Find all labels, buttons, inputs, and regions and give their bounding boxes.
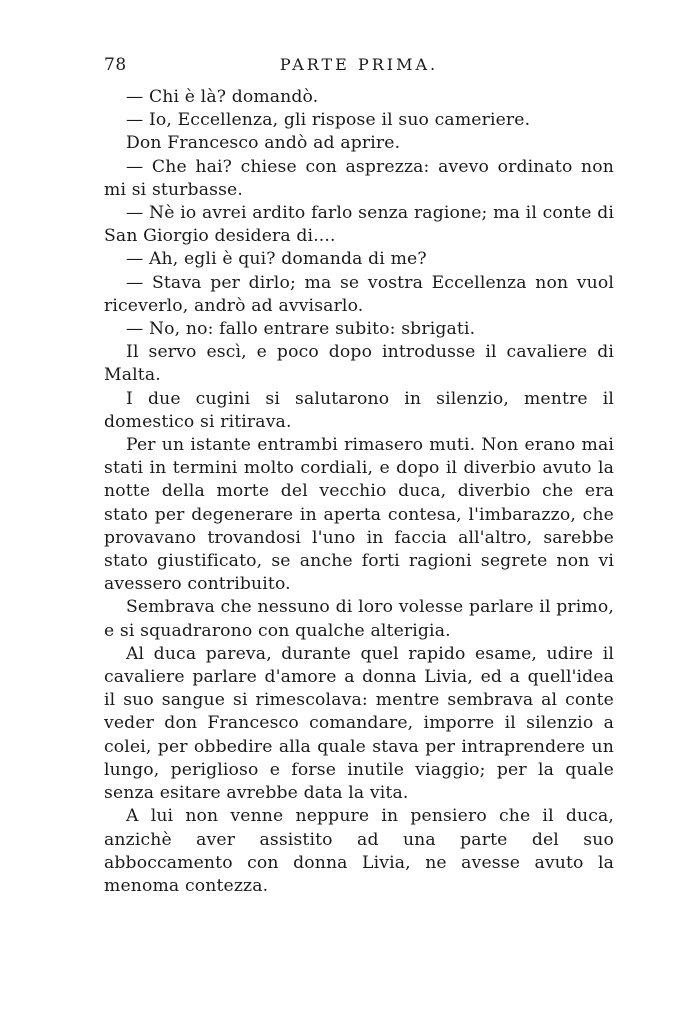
running-head: PARTE PRIMA. (279, 55, 439, 74)
paragraph: — Nè io avrei ardito farlo senza ragione; ma il conte di San Giorgio desidera di.... (104, 203, 614, 247)
paragraph: Il servo escì, e poco dopo introdusse il cavaliere di Malta. (104, 342, 614, 386)
paragraph: — Io, Eccellenza, gli rispose il suo cameriere. (126, 110, 531, 131)
paragraph: I due cugini si salutarono in silenzio, mentre il domestico si ritirava. (104, 388, 614, 432)
paragraph: Sembrava che nessuno di loro volesse parlare il primo, e si squadrarono con qualche alterigia. (104, 597, 614, 641)
paragraph: Don Francesco andò ad aprire. (126, 133, 401, 154)
page-number: 78 (104, 55, 127, 75)
paragraph: — Ah, egli è qui? domanda di me? (126, 249, 427, 270)
paragraph: Al duca pareva, durante quel rapido esame, udire il cavaliere parlare d'amore a donna Livia, ed a quell'idea il suo sangue si rimescolava: mentre sembrava al conte veder don Francesco comandare, imporre il silenzio a colei, per obbedire alla quale stava per intraprendere un lungo, periglioso e forse inutile viaggio; per la quale senza esitare avrebbe data la vita. (104, 643, 614, 804)
page-header (104, 55, 614, 81)
paragraph: — No, no: fallo entrare subito: sbrigati. (126, 319, 476, 340)
paragraph: — Stava per dirlo; ma se vostra Eccellenza non vuol riceverlo, andrò ad avvisarlo. (104, 272, 614, 316)
paragraph: — Che hai? chiese con asprezza: avevo ordinato non mi si sturbasse. (104, 156, 614, 200)
body-text (104, 86, 614, 898)
paragraph: A lui non venne neppure in pensiero che il duca, anzichè aver assistito ad una parte del suo abboccamento con donna Livia, ne avesse avuto la menoma contezza. (104, 806, 614, 896)
paragraph: Per un istante entrambi rimasero muti. Non erano mai stati in termini molto cordiali, e dopo il diverbio avuto la notte della morte del vecchio duca, diverbio che era stato per degenerare in aperta contesa, l'imbarazzo, che provavano trovandosi l'uno in faccia all'altro, sarebbe stato giustificato, se anche forti ragioni segrete non vi avessero contribuito. (104, 435, 614, 595)
paragraph: — Chi è là? domandò. (126, 87, 319, 107)
